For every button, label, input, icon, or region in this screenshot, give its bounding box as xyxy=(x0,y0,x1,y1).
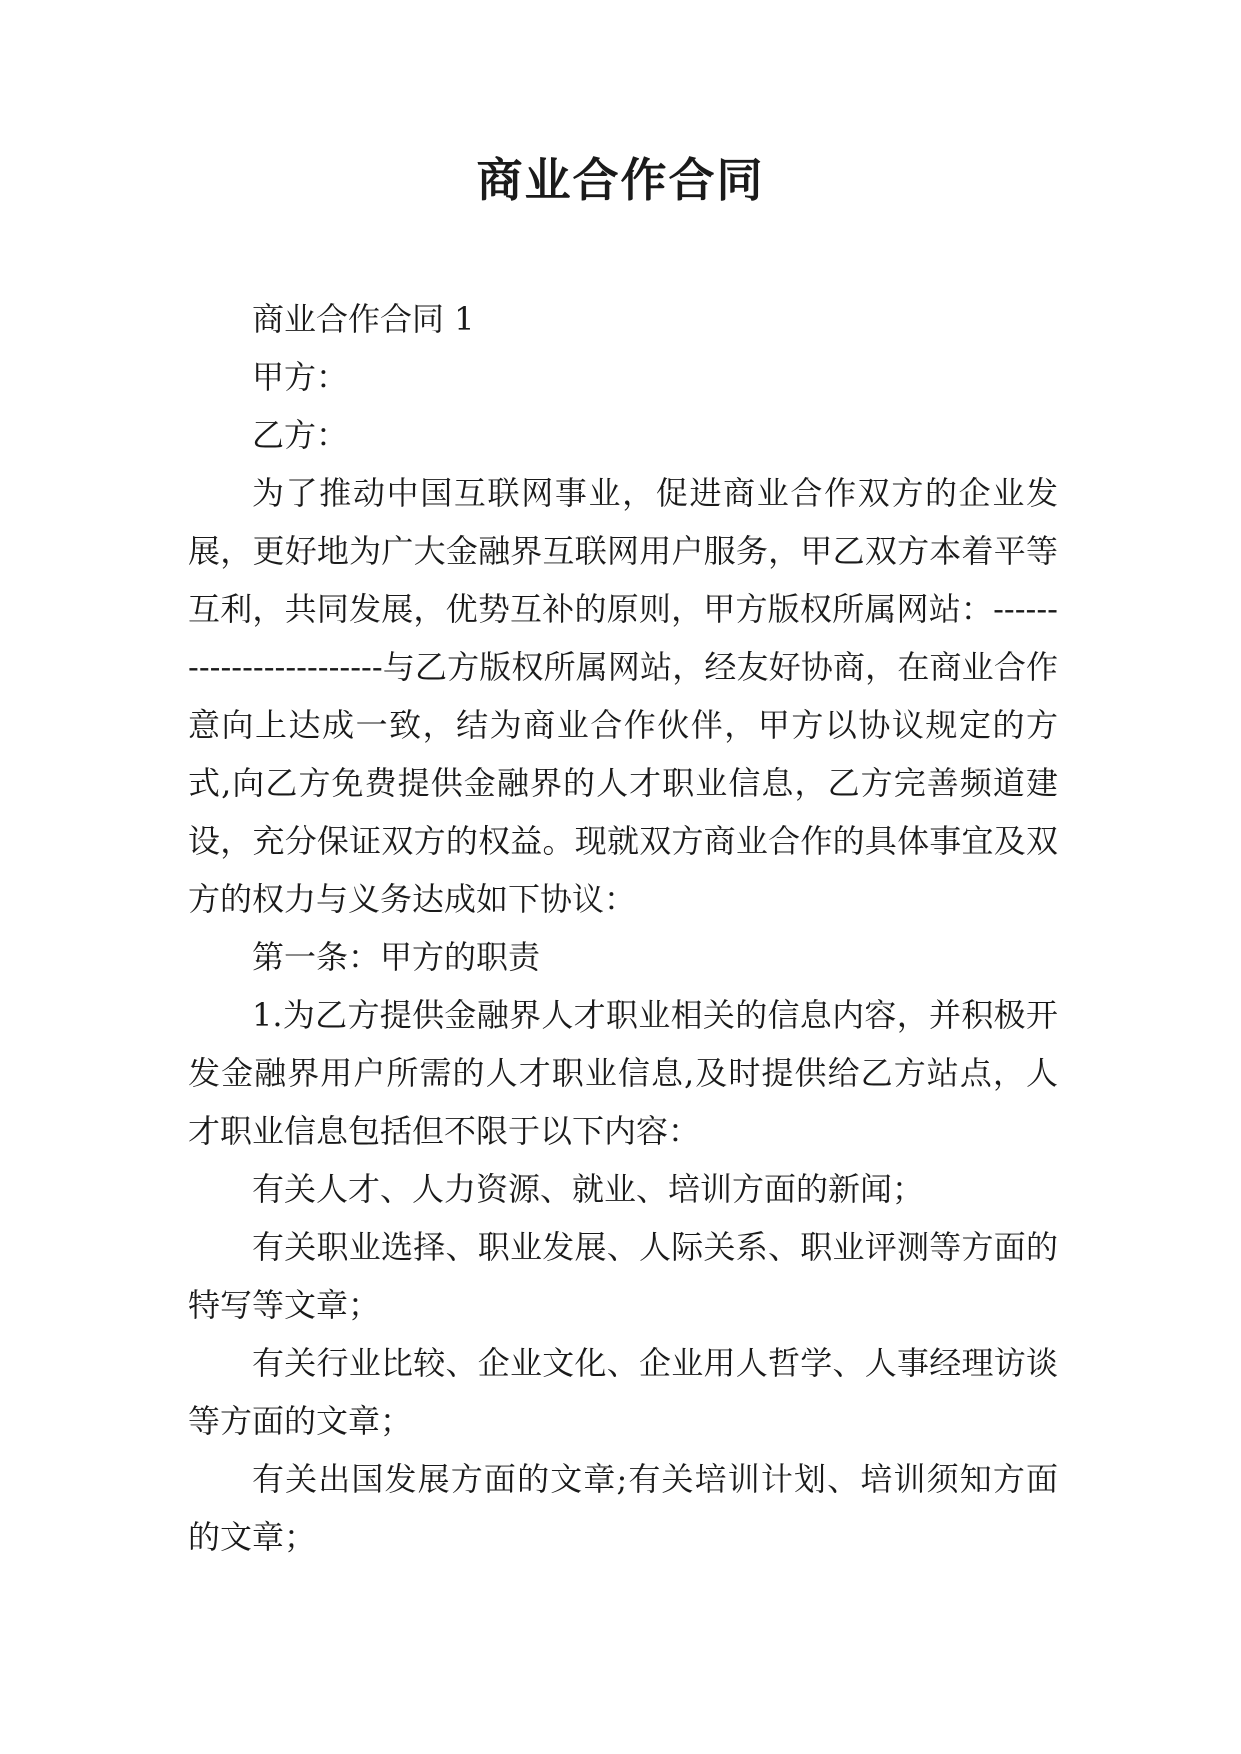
content-item-career: 有关职业选择、职业发展、人际关系、职业评测等方面的特写等文章； xyxy=(188,1228,1058,1324)
document-body xyxy=(188,290,1058,1566)
content-item-industry: 有关行业比较、企业文化、企业用人哲学、人事经理访谈等方面的文章； xyxy=(188,1344,1058,1440)
document-title: 商业合作合同 xyxy=(476,153,765,207)
preamble-paragraph: 为了推动中国互联网事业，促进商业合作双方的企业发展，更好地为广大金融界互联网用户服务，甲乙双方本着平等互利，共同发展，优势互补的原则，甲方版权所属网站：------------------------与乙方版权所属网站，经友好协商，在商业合作意向上达成一致，结为商业合作伙伴，甲方以协议规定的方式,向乙方免费提供金融界的人才职业信息，乙方完善频道建设，充分保证双方的权益。现就双方商业合作的具体事宜及双方的权力与义务达成如下协议： xyxy=(188,474,1058,918)
party-b-line: 乙方： xyxy=(252,416,349,454)
article-one-heading: 第一条：甲方的职责 xyxy=(252,938,541,976)
content-item-overseas: 有关出国发展方面的文章;有关培训计划、培训须知方面的文章； xyxy=(188,1460,1058,1556)
content-item-news: 有关人才、人力资源、就业、培训方面的新闻； xyxy=(252,1170,925,1208)
party-a-line: 甲方： xyxy=(252,358,349,396)
clause-1-paragraph: 1.为乙方提供金融界人才职业相关的信息内容，并积极开发金融界用户所需的人才职业信息,及时提供给乙方站点，人才职业信息包括但不限于以下内容： xyxy=(188,996,1058,1150)
contract-heading-line: 商业合作合同 1 xyxy=(252,300,475,338)
